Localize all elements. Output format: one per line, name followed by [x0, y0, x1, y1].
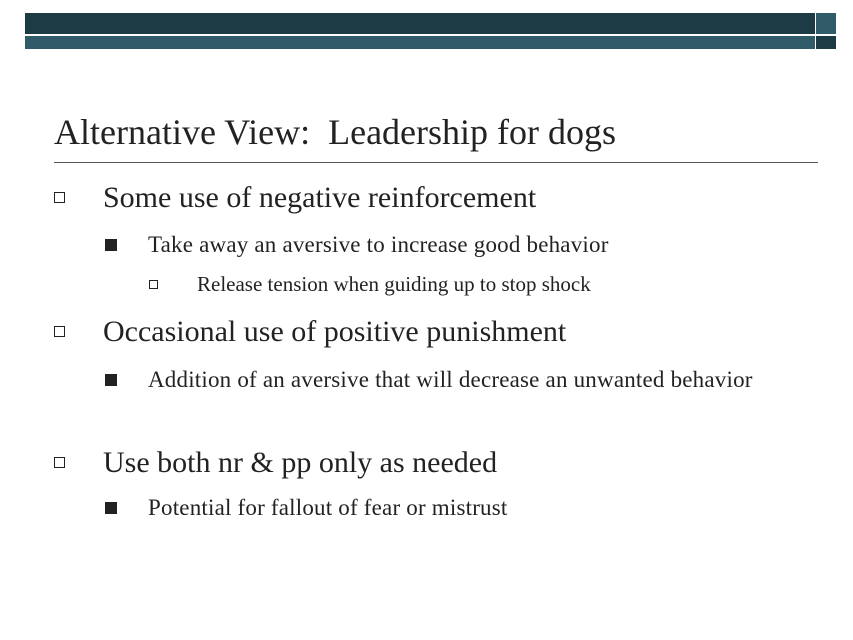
sub-bullet-item	[148, 229, 609, 260]
sub-sub-bullet-item	[197, 271, 591, 297]
header-corner-square-bottom	[816, 36, 836, 49]
header-corner-square-top	[816, 13, 836, 34]
small-hollow-square-bullet-icon	[149, 280, 158, 289]
header-band-bottom	[25, 36, 815, 49]
sub-bullet-text: Potential for fallout of fear or mistrust	[148, 495, 508, 520]
sub-bullet-item	[148, 492, 508, 523]
hollow-square-bullet-icon	[54, 457, 65, 468]
bullet-text: Use both nr & pp only as needed	[103, 446, 498, 479]
sub-bullet-item	[148, 364, 808, 395]
filled-square-bullet-icon	[105, 239, 117, 251]
bullet-item	[103, 445, 497, 481]
bullet-text: Some use of negative reinforcement	[103, 181, 537, 214]
slide-title: Alternative View: Leadership for dogs	[54, 112, 617, 152]
bullet-item	[103, 314, 566, 350]
hollow-square-bullet-icon	[54, 326, 65, 337]
bullet-item	[103, 180, 536, 216]
title-underline	[54, 162, 818, 163]
filled-square-bullet-icon	[105, 374, 117, 386]
sub-bullet-text: Addition of an aversive that will decrease an unwanted behavior	[148, 367, 753, 392]
header-band-top	[25, 13, 815, 34]
bullet-text: Occasional use of positive punishment	[103, 315, 567, 348]
sub-bullet-text: Take away an aversive to increase good behavior	[148, 232, 609, 257]
filled-square-bullet-icon	[105, 502, 117, 514]
sub-sub-bullet-text: Release tension when guiding up to stop shock	[197, 272, 591, 296]
hollow-square-bullet-icon	[54, 192, 65, 203]
